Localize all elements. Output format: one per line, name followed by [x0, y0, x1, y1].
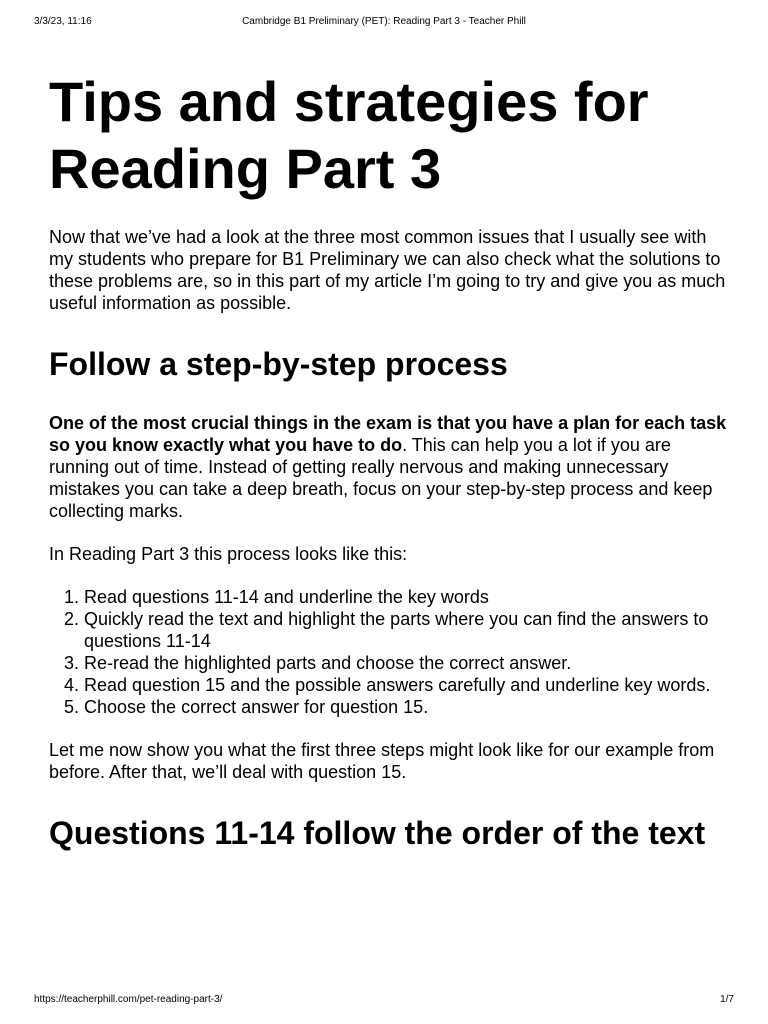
print-datetime: 3/3/23, 11:16	[34, 16, 92, 27]
article	[49, 68, 729, 860]
section-heading-process: Follow a step-by-step process	[49, 346, 508, 382]
list-item: 3. Re-read the highlighted parts and choose the correct answer.	[84, 652, 729, 674]
steps-list	[49, 586, 729, 718]
process-bold-lead: One of the most crucial things in the exam is that you have a plan for each task so you know exactly what you have to do	[49, 413, 727, 455]
page-number: 1/7	[720, 994, 734, 1005]
page-title: Tips and strategies for Reading Part 3	[49, 70, 649, 200]
intro-paragraph: Now that we’ve had a look at the three most common issues that I usually see with my students who prepare for B1 Preliminary we can also check what the solutions to these problems are, so in this part of my article I’m going to try and give you as much useful information as possible.	[49, 227, 726, 313]
list-item: 5. Choose the correct answer for question 15.	[84, 696, 729, 718]
process-rest: . This can help you a lot if you are running out of time. Instead of getting really nervous and making unnecessary mistakes you can take a deep breath, focus on your step-by-step process and keep collecting marks.	[49, 435, 713, 521]
print-page-title: Cambridge B1 Preliminary (PET): Reading Part 3 - Teacher Phill	[242, 16, 526, 27]
print-header	[0, 16, 768, 30]
list-item: 2. Quickly read the text and highlight the parts where you can find the answers to questions 11-14	[84, 608, 729, 652]
section-heading-questions: Questions 11-14 follow the order of the text	[49, 815, 706, 851]
process-paragraph	[49, 412, 729, 522]
list-intro: In Reading Part 3 this process looks like this:	[49, 544, 408, 564]
list-item: 4. Read question 15 and the possible answers carefully and underline key words.	[84, 674, 729, 696]
list-item: 1. Read questions 11-14 and underline the key words	[84, 586, 729, 608]
outro-paragraph: Let me now show you what the first three steps might look like for our example from before. After that, we’ll deal with question 15.	[49, 740, 715, 782]
print-url: https://teacherphill.com/pet-reading-part-3/	[34, 994, 223, 1005]
